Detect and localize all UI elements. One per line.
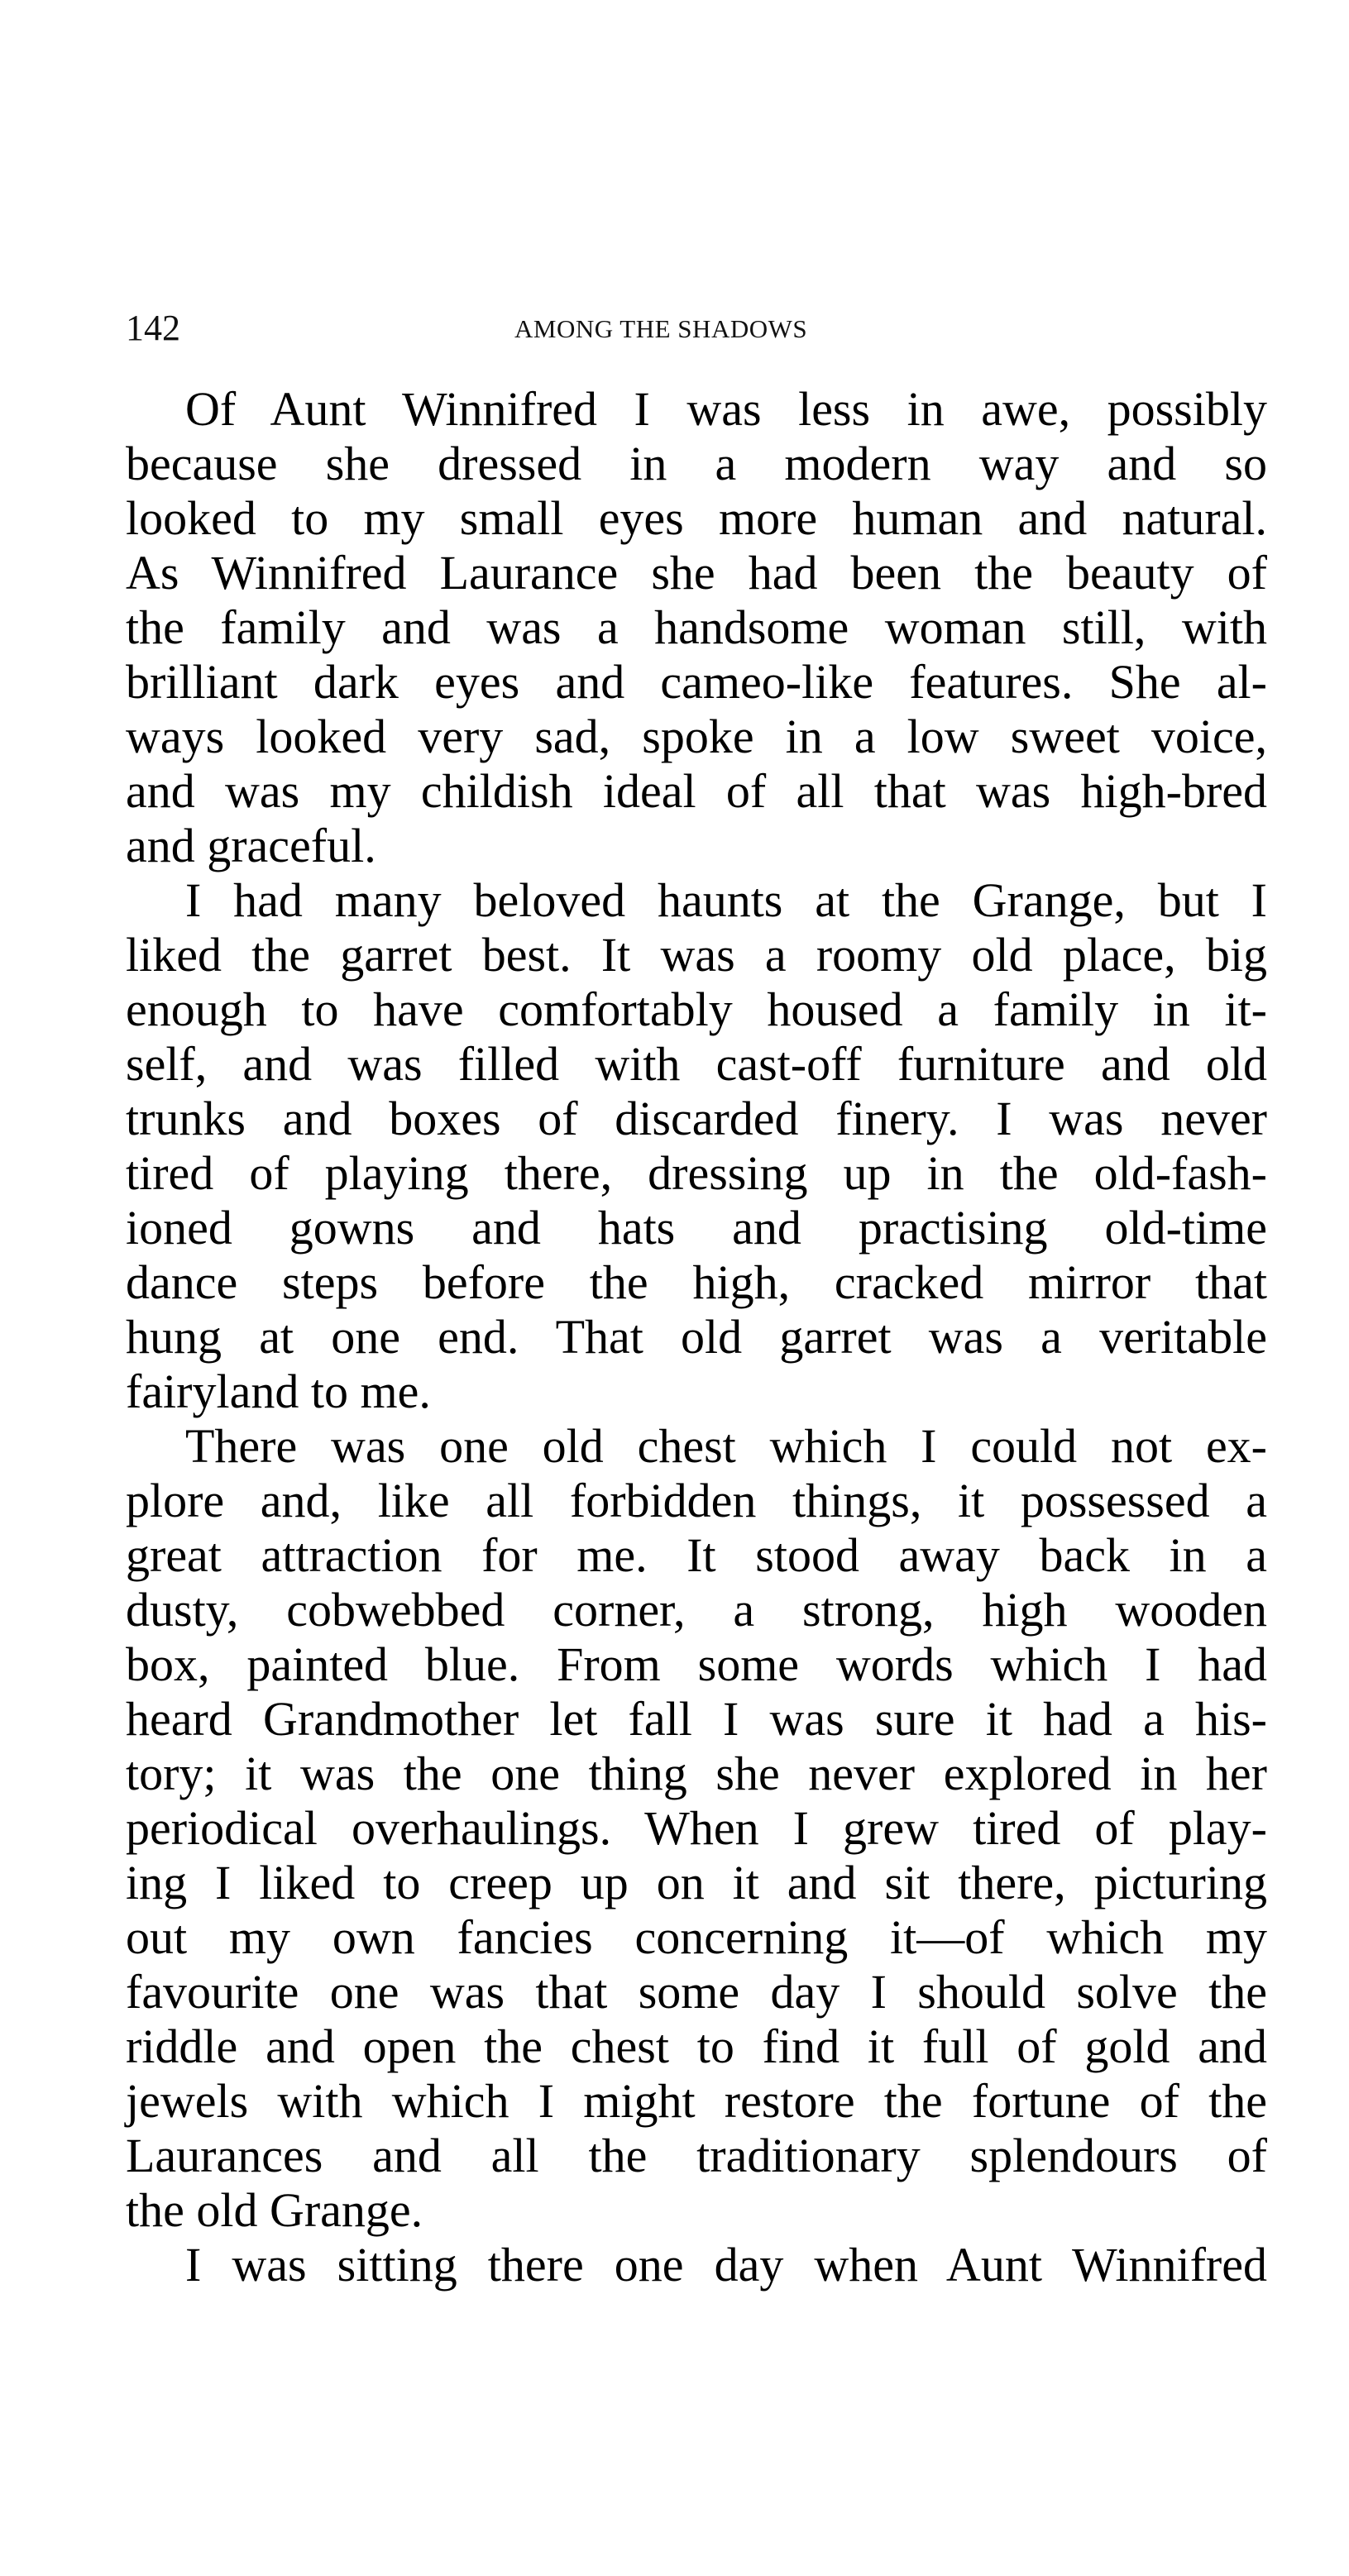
body-text: [126, 382, 1267, 2292]
text-line: tired of playing there, dressing up in the old-fash-: [126, 1146, 1267, 1200]
running-title: AMONG THE SHADOWS: [514, 314, 808, 343]
text-line: dance steps before the high, cracked mirror that: [126, 1255, 1267, 1309]
text-line: trunks and boxes of discarded finery. I was never: [126, 1092, 1267, 1145]
text-line: brilliant dark eyes and cameo-like features. She al-: [126, 655, 1267, 709]
text-line: jewels with which I might restore the fortune of the: [126, 2074, 1267, 2128]
text-line: looked to my small eyes more human and natural.: [126, 491, 1267, 545]
text-line: and was my childish ideal of all that was high-bred: [126, 764, 1267, 818]
text-line: dusty, cobwebbed corner, a strong, high wooden: [126, 1583, 1267, 1637]
text-line: plore and, like all forbidden things, it possessed a: [126, 1474, 1267, 1527]
text-line: favourite one was that some day I should solve the: [126, 1965, 1267, 2019]
text-line: enough to have comfortably housed a family in it-: [126, 982, 1267, 1036]
text-line: hung at one end. That old garret was a veritable: [126, 1310, 1267, 1364]
text-line: box, painted blue. From some words which I had: [126, 1637, 1267, 1691]
text-line: because she dressed in a modern way and so: [126, 437, 1267, 490]
text-line: There was one old chest which I could not ex-: [185, 1419, 1267, 1473]
text-line: I was sitting there one day when Aunt Winnifred: [185, 2238, 1267, 2292]
text-line: Laurances and all the traditionary splendours of: [126, 2129, 1267, 2182]
text-line: heard Grandmother let fall I was sure it had a his-: [126, 1692, 1267, 1746]
text-line: fairyland to me.: [126, 1364, 431, 1418]
text-line: self, and was filled with cast-off furniture and old: [126, 1037, 1267, 1091]
text-line: liked the garret best. It was a roomy old place, big: [126, 928, 1267, 982]
text-line: As Winnifred Laurance she had been the beauty of: [126, 546, 1267, 600]
text-line: ing I liked to creep up on it and sit there, picturing: [126, 1856, 1267, 1909]
text-line: tory; it was the one thing she never explored in her: [126, 1747, 1267, 1800]
text-line: great attraction for me. It stood away back in a: [126, 1528, 1267, 1582]
running-head: [126, 308, 1267, 349]
text-line: out my own fancies concerning it—of which my: [126, 1910, 1267, 1964]
text-line: periodical overhaulings. When I grew tired of play-: [126, 1801, 1267, 1855]
text-line: the family and was a handsome woman still, with: [126, 600, 1267, 654]
text-line: Of Aunt Winnifred I was less in awe, possibly: [185, 382, 1267, 436]
text-line: and graceful.: [126, 819, 376, 872]
page-number: 142: [126, 308, 180, 348]
text-line: ioned gowns and hats and practising old-time: [126, 1201, 1267, 1255]
text-line: the old Grange.: [126, 2183, 423, 2237]
text-line: I had many beloved haunts at the Grange, but I: [185, 873, 1267, 927]
text-line: ways looked very sad, spoke in a low sweet voice,: [126, 710, 1267, 763]
text-line: riddle and open the chest to find it full of gold and: [126, 2019, 1267, 2073]
